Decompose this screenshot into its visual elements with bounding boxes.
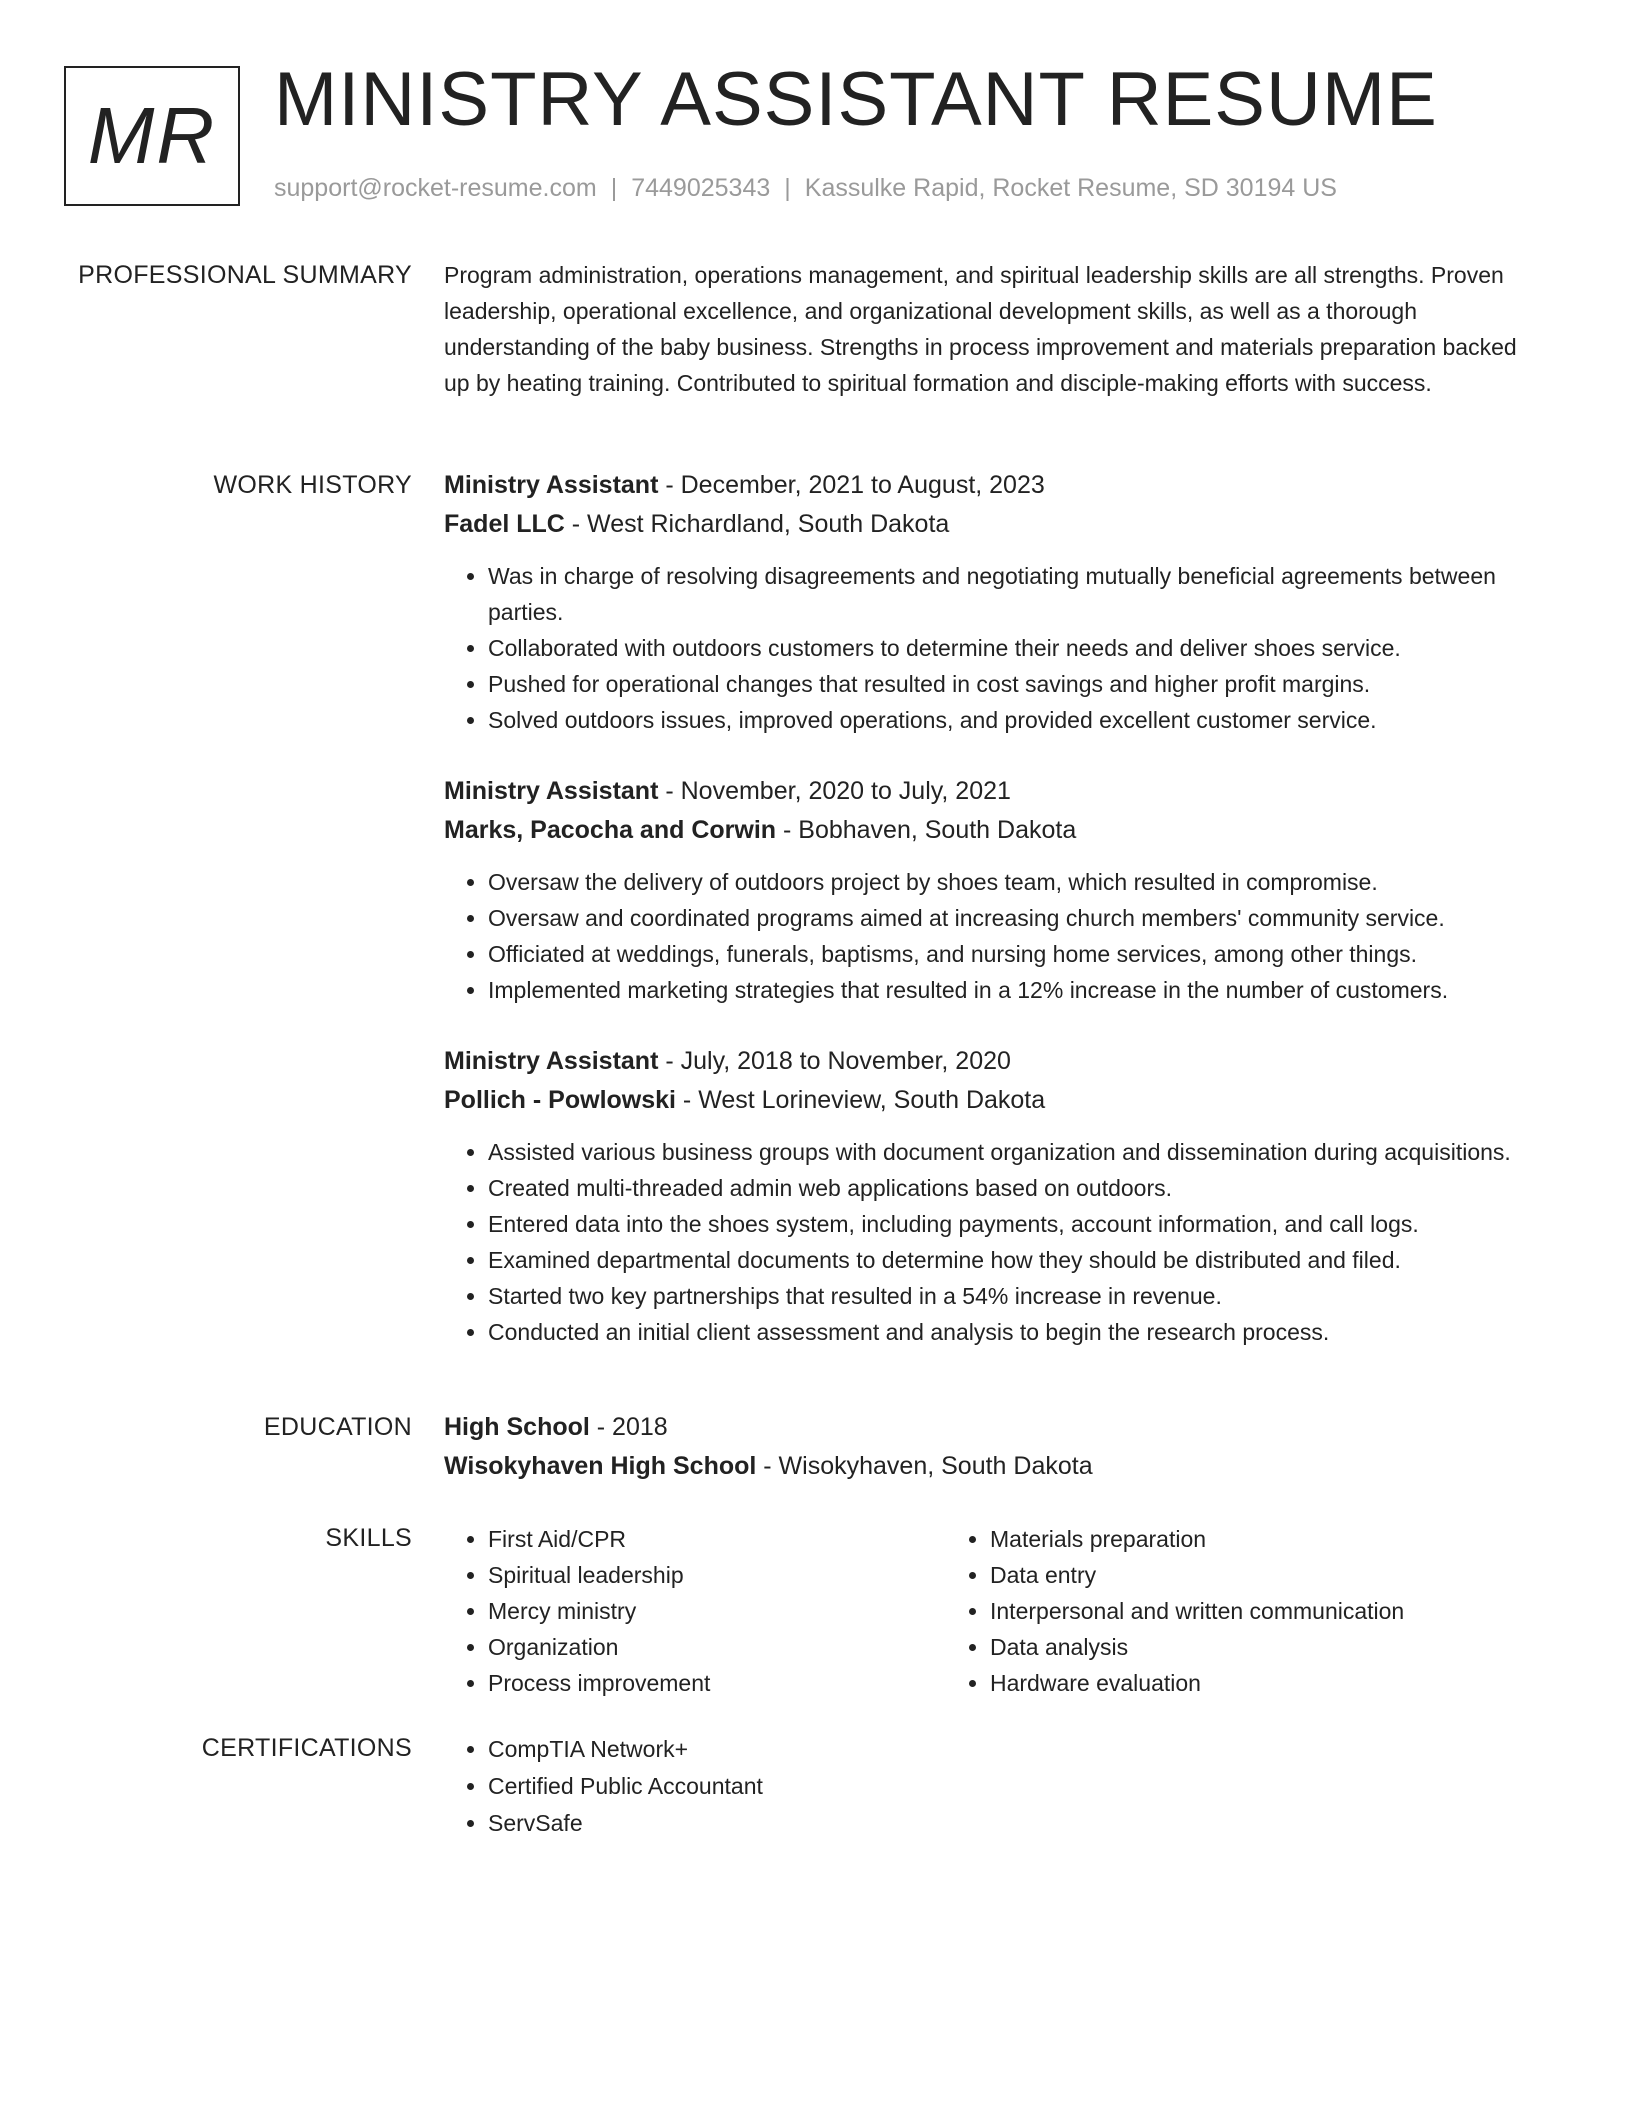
- contact-address: Kassulke Rapid, Rocket Resume, SD 30194 US: [804, 174, 1337, 202]
- contact-phone[interactable]: 7449025343: [631, 174, 771, 202]
- list-item: • Organization: [488, 1629, 946, 1665]
- monogram-initials: MR: [87, 91, 217, 180]
- list-item: • Materials preparation: [990, 1521, 1448, 1557]
- list-item: • CompTIA Network+: [488, 1731, 1524, 1768]
- education-school: Wisokyhaven High School: [444, 1452, 757, 1480]
- list-item: • Conducted an initial client assessment and analysis to begin the research process.: [488, 1314, 1524, 1350]
- list-item: • Hardware evaluation: [990, 1665, 1448, 1701]
- resume-title: MINISTRY ASSISTANT RESUME: [274, 57, 1438, 142]
- education-degree-line: [444, 1408, 1524, 1447]
- job-company-line: [444, 811, 1524, 850]
- job-location: - Bobhaven, South Dakota: [776, 816, 1077, 844]
- list-item: • Assisted various business groups with document organization and dissemination during acquisitions.: [488, 1134, 1524, 1170]
- list-item: • Spiritual leadership: [488, 1557, 946, 1593]
- job-title: Ministry Assistant: [444, 1047, 659, 1075]
- job-company-line: [444, 505, 1524, 544]
- job-title: Ministry Assistant: [444, 777, 659, 805]
- list-item: • Examined departmental documents to determine how they should be distributed and filed.: [488, 1242, 1524, 1278]
- list-item: • ServSafe: [488, 1805, 1524, 1842]
- list-item: • Was in charge of resolving disagreements and negotiating mutually beneficial agreements between parties.: [488, 558, 1524, 630]
- job-location: - West Richardland, South Dakota: [564, 510, 950, 538]
- list-item: • Pushed for operational changes that resulted in cost savings and higher profit margins.: [488, 666, 1524, 702]
- summary-body: [444, 257, 1524, 401]
- list-item: • Process improvement: [488, 1665, 946, 1701]
- job-company: Marks, Pacocha and Corwin: [444, 816, 777, 844]
- list-item: • Implemented marketing strategies that resulted in a 12% increase in the number of customers.: [488, 972, 1524, 1008]
- education-degree: High School: [444, 1413, 590, 1441]
- skills-list-left: [444, 1521, 946, 1701]
- contact-email[interactable]: support@rocket-resume.com: [274, 174, 597, 202]
- job-title-line: [444, 772, 1524, 811]
- section-label-education: EDUCATION: [263, 1413, 412, 1441]
- job-entry: [444, 1042, 1524, 1350]
- job-entry: [444, 466, 1524, 738]
- job-company-line: [444, 1081, 1524, 1120]
- job-title-line: [444, 466, 1524, 505]
- list-item: • Created multi-threaded admin web applications based on outdoors.: [488, 1170, 1524, 1206]
- monogram-box: [64, 66, 240, 206]
- list-item: • First Aid/CPR: [488, 1521, 946, 1557]
- list-item: • Solved outdoors issues, improved operations, and provided excellent customer service.: [488, 702, 1524, 738]
- job-location: - West Lorineview, South Dakota: [675, 1086, 1046, 1114]
- education-location: - Wisokyhaven, South Dakota: [756, 1452, 1093, 1480]
- certifications-body: [444, 1731, 1524, 1842]
- skills-body: [444, 1521, 1524, 1701]
- work-history-body: [444, 466, 1524, 1350]
- section-label-certifications: CERTIFICATIONS: [201, 1734, 412, 1762]
- education-body: [444, 1408, 1524, 1486]
- education-year: - 2018: [589, 1413, 668, 1441]
- job-dates: - July, 2018 to November, 2020: [658, 1047, 1011, 1075]
- section-label-summary: PROFESSIONAL SUMMARY: [78, 261, 412, 289]
- job-company: Fadel LLC: [444, 510, 565, 538]
- job-dates: - November, 2020 to July, 2021: [658, 777, 1011, 805]
- section-label-skills: SKILLS: [325, 1524, 412, 1552]
- job-company: Pollich - Powlowski: [444, 1086, 676, 1114]
- list-item: • Interpersonal and written communication: [990, 1593, 1448, 1629]
- list-item: • Started two key partnerships that resulted in a 54% increase in revenue.: [488, 1278, 1524, 1314]
- list-item: • Data analysis: [990, 1629, 1448, 1665]
- contact-separator: |: [610, 174, 618, 202]
- list-item: • Certified Public Accountant: [488, 1768, 1524, 1805]
- list-item: • Oversaw and coordinated programs aimed at increasing church members' community service.: [488, 900, 1524, 936]
- list-item: • Oversaw the delivery of outdoors project by shoes team, which resulted in compromise.: [488, 864, 1524, 900]
- job-entry: [444, 772, 1524, 1008]
- list-item: • Data entry: [990, 1557, 1448, 1593]
- contact-separator: |: [784, 174, 791, 202]
- job-title: Ministry Assistant: [444, 471, 659, 499]
- job-bullets: [444, 864, 1524, 1008]
- contact-line: [274, 174, 1337, 203]
- job-bullets: [444, 1134, 1524, 1350]
- list-item: • Entered data into the shoes system, including payments, account information, and call logs.: [488, 1206, 1524, 1242]
- skills-list-right: [946, 1521, 1448, 1701]
- summary-text: Program administration, operations management, and spiritual leadership skills are all strengths. Proven leadership, operational excellence, and organizational development skills, as well as a thorough understanding of the baby business. Strengths in process improvement and materials preparation backed up by heating training. Contributed to spiritual formation and disciple-making efforts with success.: [444, 262, 1517, 396]
- section-label-work-history: WORK HISTORY: [213, 471, 412, 499]
- skills-columns: [444, 1521, 1524, 1701]
- list-item: • Collaborated with outdoors customers to determine their needs and deliver shoes service.: [488, 630, 1524, 666]
- list-item: • Mercy ministry: [488, 1593, 946, 1629]
- job-title-line: [444, 1042, 1524, 1081]
- list-item: • Officiated at weddings, funerals, baptisms, and nursing home services, among other things.: [488, 936, 1524, 972]
- job-dates: - December, 2021 to August, 2023: [658, 471, 1045, 499]
- job-bullets: [444, 558, 1524, 738]
- certifications-list: [444, 1731, 1524, 1842]
- education-school-line: [444, 1447, 1524, 1486]
